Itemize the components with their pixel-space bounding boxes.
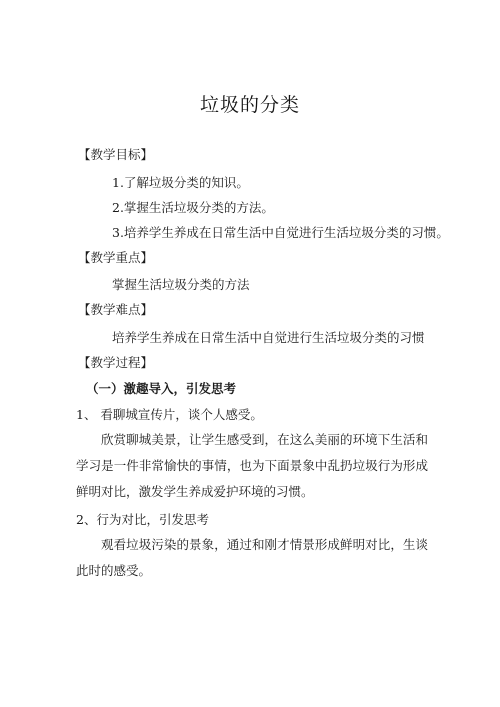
objective-item-2: 2.掌握生活垃圾分类的方法。 xyxy=(112,200,274,215)
section-heading-objectives: 【教学目标】 xyxy=(78,147,154,162)
objective-item-3: 3.培养学生养成在日常生活中自觉进行生活垃圾分类的习惯。 xyxy=(112,225,449,240)
document-title: 垃圾的分类 xyxy=(199,94,300,116)
section-heading-difficulties: 【教学难点】 xyxy=(78,302,154,317)
section-heading-process: 【教学过程】 xyxy=(78,355,154,370)
process-part1-title: （一）激趣导入，引发思考 xyxy=(86,381,237,396)
step2-paragraph: 观看垃圾污染的景象，通过和刚才情景形成鲜明对比，生谈此时的感受。 xyxy=(76,537,428,578)
step1-paragraph: 欣赏聊城美景，让学生感受到，在这么美丽的环境下生活和学习是一件非常愉快的事情，也为下面景象中乱扔垃圾行为形成鲜明对比，激发学生养成爱护环境的习惯。 xyxy=(76,432,428,499)
section-heading-key-points: 【教学重点】 xyxy=(78,250,154,265)
objective-item-1: 1.了解垃圾分类的知识。 xyxy=(112,175,249,190)
step1-title: 1、 看聊城宣传片，谈个人感受。 xyxy=(76,407,263,422)
step2-title: 2、行为对比，引发思考 xyxy=(76,512,209,527)
difficulty-text: 培养学生养成在日常生活中自觉进行生活垃圾分类的习惯 xyxy=(112,330,425,345)
key-point-text: 掌握生活垃圾分类的方法 xyxy=(112,277,250,292)
